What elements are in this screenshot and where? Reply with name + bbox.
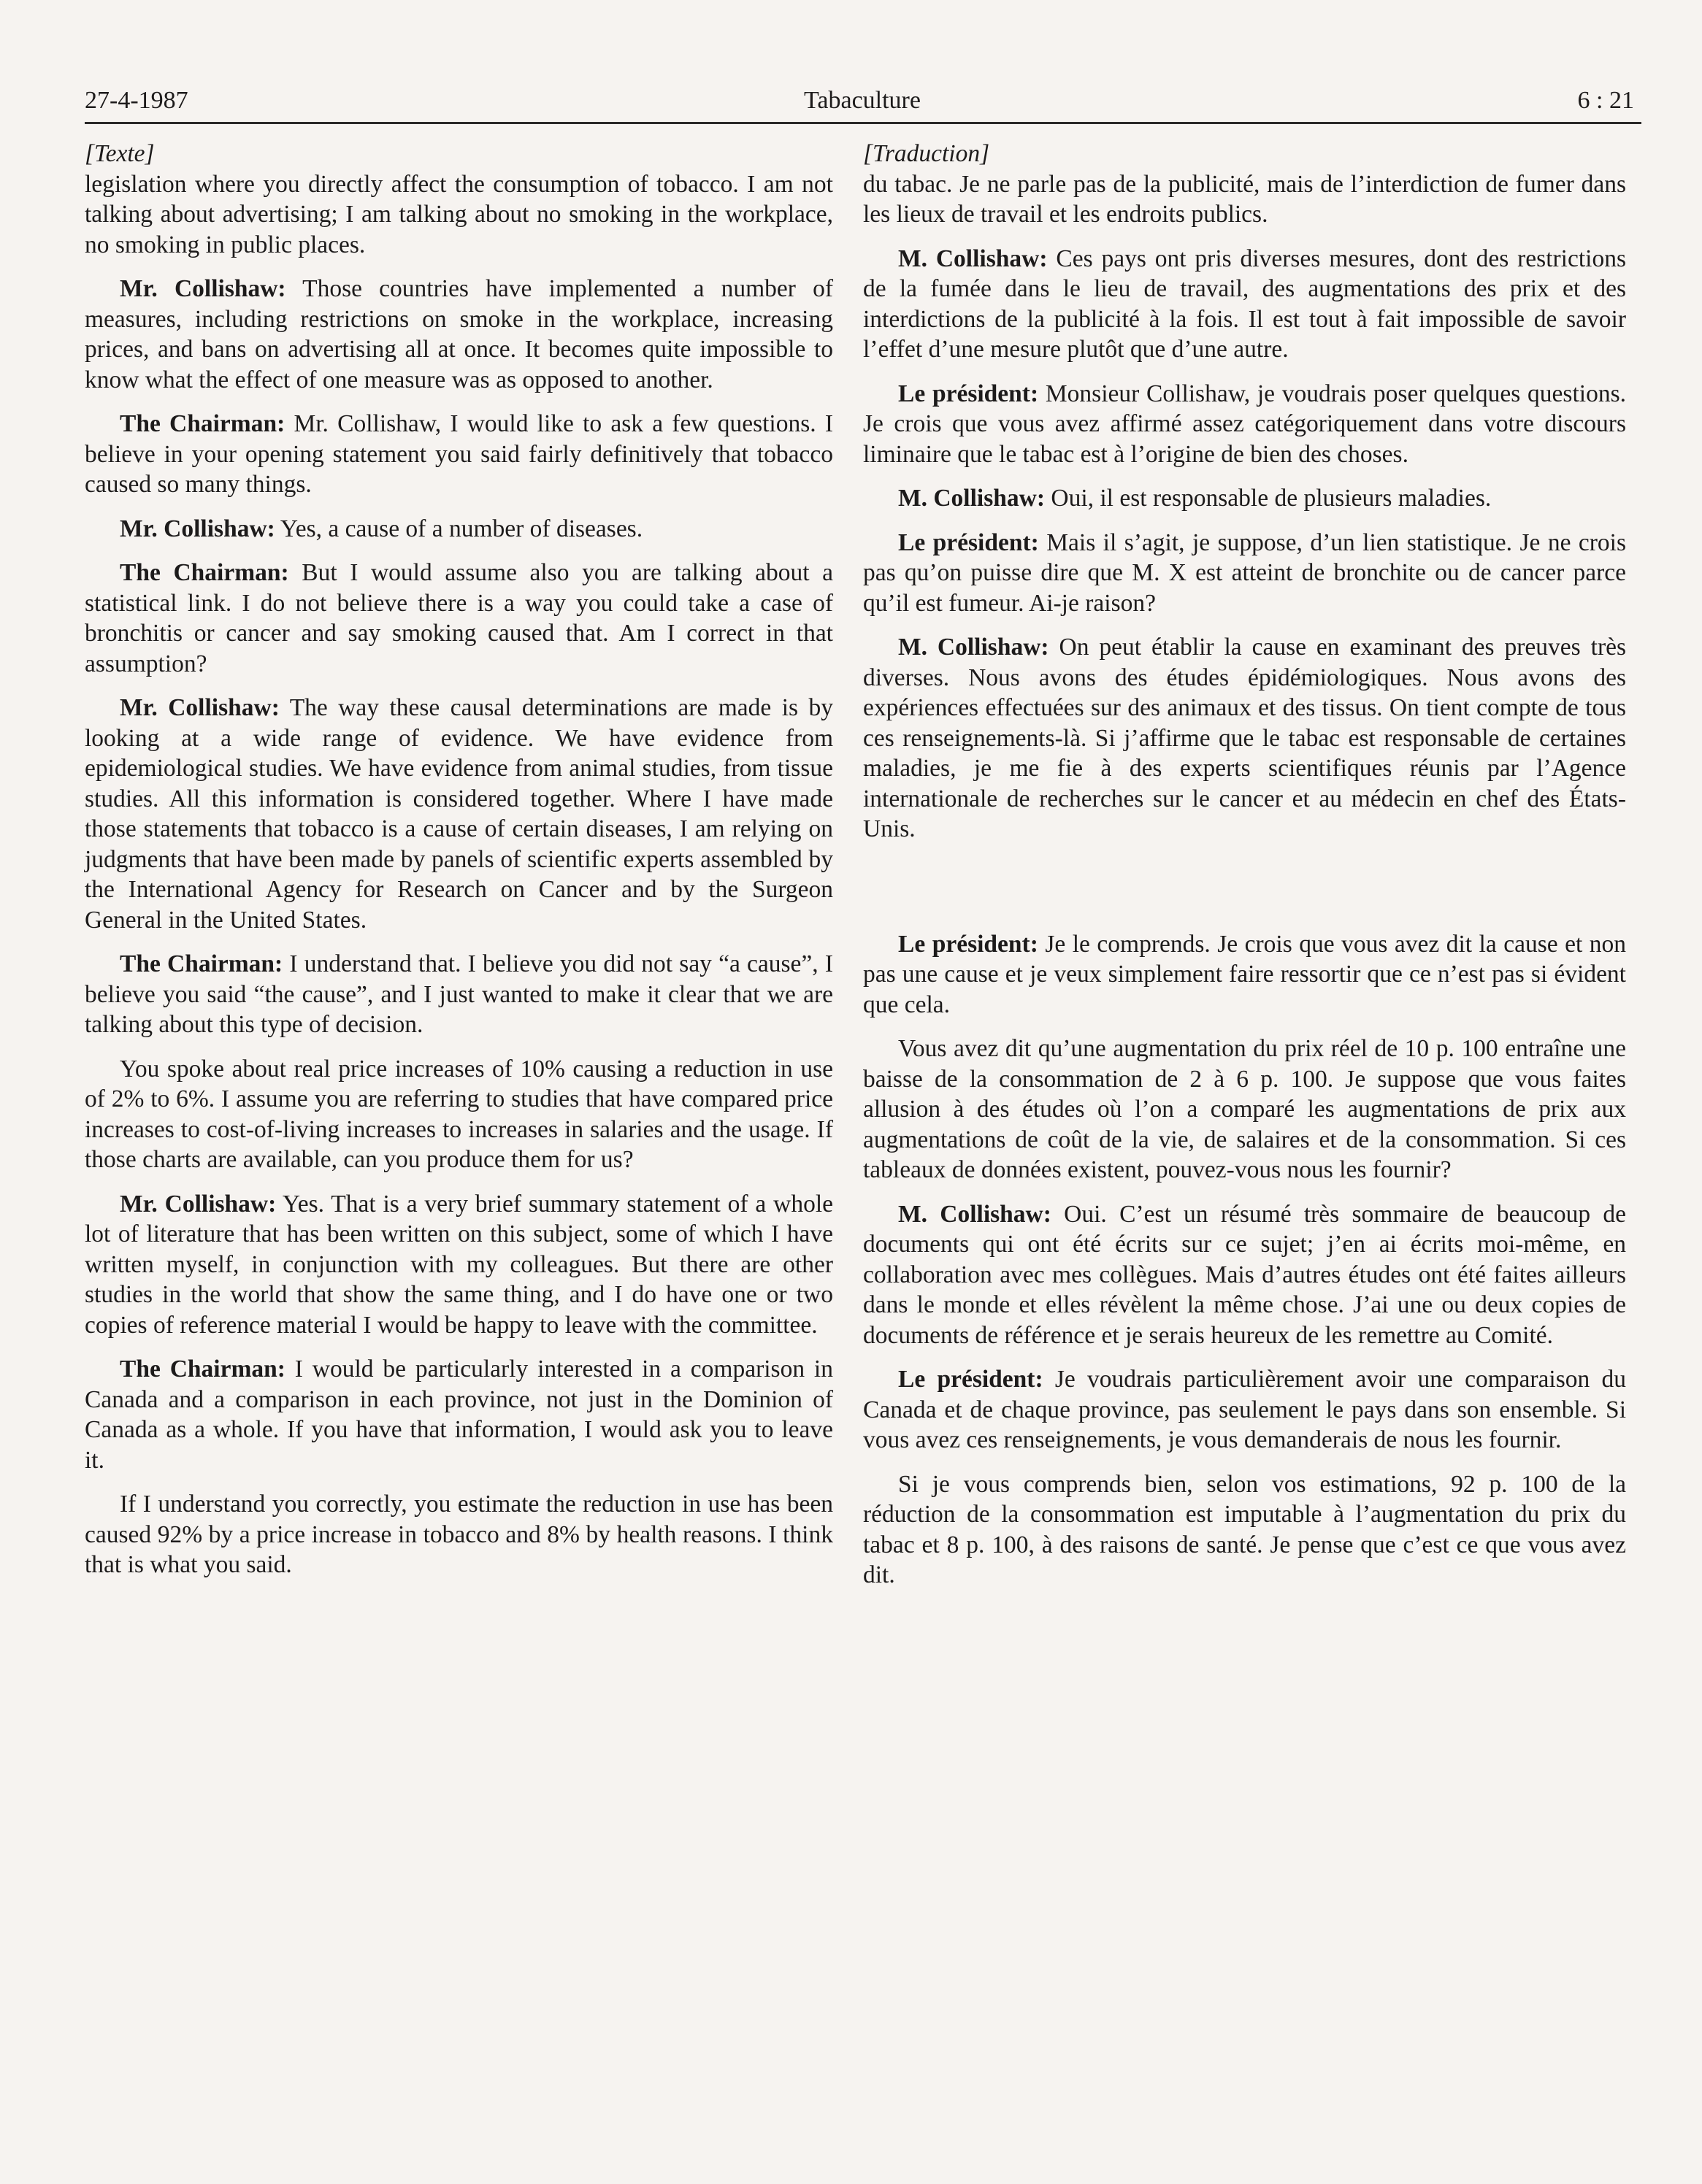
paragraph xyxy=(863,528,1626,619)
paragraph: du tabac. Je ne parle pas de la publicité, mais de l’interdiction de fumer dans les lieux de travail et les endroits publics. xyxy=(863,170,1626,228)
speaker: M. Collishaw: xyxy=(898,634,1049,661)
speaker: Mr. Collishaw: xyxy=(120,515,275,542)
speech: But I would assume also you are talking about a statistical link. I do not believe there is a way you could take a case of bronchitis or cancer and say smoking caused that. Am I correct in that assumption? xyxy=(85,559,833,677)
speech: On peut établir la cause en examinant des preuves très diverses. Nous avons des études épidémiologiques. Nous avons des expériences effectuées sur des animaux et des tissus. On tient compte de tous ces renseignements-là. Si j’affirme que le tabac est responsable de certaines maladies, je me fie à des experts scientifiques réunis par l’Agence internationale de recherches sur le cancer et au médecin en chef des États-Unis. xyxy=(863,634,1627,842)
speaker: M. Collishaw: xyxy=(898,485,1045,512)
header-rule xyxy=(85,122,1641,124)
paragraph xyxy=(863,1364,1626,1456)
paragraph xyxy=(85,949,833,1040)
paragraph xyxy=(863,1199,1626,1351)
speaker: Le président: xyxy=(898,528,1039,556)
french-column xyxy=(863,139,1626,1591)
header-page-number: 6 : 21 xyxy=(1577,87,1634,114)
speech: Mr. Collishaw, I would like to ask a few questions. I believe in your opening statement you said fairly definitively that tobacco caused so many things. xyxy=(85,410,834,498)
speaker: Le président: xyxy=(898,380,1039,407)
paragraph xyxy=(85,1354,833,1475)
speech: Ces pays ont pris diverses mesures, dont des restrictions de la fumée dans le lieu de travail, des augmentations des prix et des interdictions de la publicité à la fois. Il est tout à fait impossible de savoir l’effet d’une mesure plutôt que d’une autre. xyxy=(863,245,1627,363)
speech: Je voudrais particulièrement avoir une comparaison du Canada et de chaque province, pas seulement le pays dans son ensemble. Si vous avez ces renseignements, je vous demanderais de nous les fournir. xyxy=(863,1366,1627,1453)
english-column xyxy=(85,139,833,1580)
speech: Je le comprends. Je crois que vous avez dit la cause et non pas une cause et je veux simplement faire ressortir que ce n’est pas si évident que cela. xyxy=(863,930,1626,1018)
paragraph xyxy=(85,409,833,500)
column-label: [Traduction] xyxy=(863,140,990,167)
paragraph xyxy=(85,274,833,395)
speaker: Mr. Collishaw: xyxy=(120,694,280,721)
paragraph xyxy=(863,929,1626,1020)
column-label: [Texte] xyxy=(85,140,155,167)
paragraph xyxy=(863,483,1626,514)
speaker: The Chairman: xyxy=(120,559,289,586)
header-title: Tabaculture xyxy=(804,87,921,114)
paragraph xyxy=(85,693,833,935)
speech: Mais il s’agit, je suppose, d’un lien statistique. Je ne crois pas qu’on puisse dire que M. X est atteint de bronchite ou de cancer parce qu’il est fumeur. Ai-je raison? xyxy=(863,528,1626,617)
paragraph xyxy=(863,379,1626,470)
speaker: M. Collishaw: xyxy=(898,1200,1051,1228)
paragraph xyxy=(85,514,833,545)
speech: Oui, il est responsable de plusieurs maladies. xyxy=(1045,485,1492,512)
speaker: The Chairman: xyxy=(120,1356,285,1383)
paragraph xyxy=(85,558,833,679)
speaker: The Chairman: xyxy=(120,410,285,437)
speech: Those countries have implemented a number of measures, including restrictions on smoke in the workplace, increasing prices, and bans on advertising all at once. It becomes quite impossible to know what the effect of one measure was as opposed to another. xyxy=(85,275,834,393)
paragraph xyxy=(863,632,1626,845)
speech: Oui. C’est un résumé très sommaire de beaucoup de documents qui ont été écrits sur ce sujet; j’en ai écrits moi-même, en collaboration avec mes collègues. Mais d’autres études ont été faites ailleurs dans le monde et elles révèlent la même chose. J’ai une ou deux copies de documents de référence et je serais heureux de les remettre au Comité. xyxy=(863,1200,1626,1349)
speech: Yes, a cause of a number of diseases. xyxy=(275,515,643,542)
speaker: The Chairman: xyxy=(120,950,283,977)
paragraph: legislation where you directly affect the consumption of tobacco. I am not talking about advertising; I am talking about no smoking in the workplace, no smoking in public places. xyxy=(85,170,833,258)
speaker: Le président: xyxy=(898,930,1038,958)
paragraph xyxy=(863,244,1626,365)
header-date: 27-4-1987 xyxy=(85,87,188,114)
paragraph: If I understand you correctly, you estimate the reduction in use has been caused 92% by a price increase in tobacco and 8% by health reasons. I think that is what you said. xyxy=(85,1491,833,1578)
paragraph: Vous avez dit qu’une augmentation du prix réel de 10 p. 100 entraîne une baisse de la consommation de 2 à 6 p. 100. Je suppose que vous faites allusion à des études où l’on a comparé les augmentations de prix aux augmentations de coût de la vie, de salaires et de la consommation. Si ces tableaux de données existent, pouvez-vous nous les fournir? xyxy=(863,1035,1626,1183)
speaker: Mr. Collishaw: xyxy=(120,275,286,302)
speech: I would be particularly interested in a comparison in Canada and a comparison in each province, not just in the Dominion of Canada as a whole. If you have that information, I would ask you to leave it. xyxy=(85,1356,833,1474)
speech: I understand that. I believe you did not say “a cause”, I believe you said “the cause”, and I just wanted to make it clear that we are talking about this type of decision. xyxy=(85,950,833,1038)
speaker: Le président: xyxy=(898,1366,1043,1393)
speech: Monsieur Collishaw, je voudrais poser quelques questions. Je crois que vous avez affirmé assez catégoriquement dans votre discours liminaire que le tabac est à l’origine de bien des choses. xyxy=(863,380,1626,468)
speaker: M. Collishaw: xyxy=(898,245,1048,272)
paragraph xyxy=(85,1189,833,1341)
speaker: Mr. Collishaw: xyxy=(120,1190,277,1218)
page-header xyxy=(85,82,1640,123)
paragraph: You spoke about real price increases of 10% causing a reduction in use of 2% to 6%. I assume you are referring to studies that have compared price increases to cost-of-living increases to increases in salaries and the usage. If those charts are available, can you produce them for us? xyxy=(85,1055,833,1173)
speech: The way these causal determinations are made is by looking at a wide range of evidence. We have evidence from epidemiological studies. We have evidence from animal studies, from tissue studies. All this information is considered together. Where I have made those statements that tobacco is a cause of certain diseases, I am relying on judgments that have been made by panels of scientific experts assembled by the International Agency for Research on Cancer and by the Surgeon General in the United States. xyxy=(85,694,833,934)
speech: Yes. That is a very brief summary statement of a whole lot of literature that has been written on this subject, some of which I have written myself, in conjunction with my colleagues. But there are other studies in the world that show the same thing, and I do have one or two copies of reference material I would be happy to leave with the committee. xyxy=(85,1190,833,1339)
paragraph: Si je vous comprends bien, selon vos estimations, 92 p. 100 de la réduction de la consommation est imputable à l’augmentation du prix du tabac et 8 p. 100, à des raisons de santé. Je pense que c’est ce que vous avez dit. xyxy=(863,1470,1626,1588)
